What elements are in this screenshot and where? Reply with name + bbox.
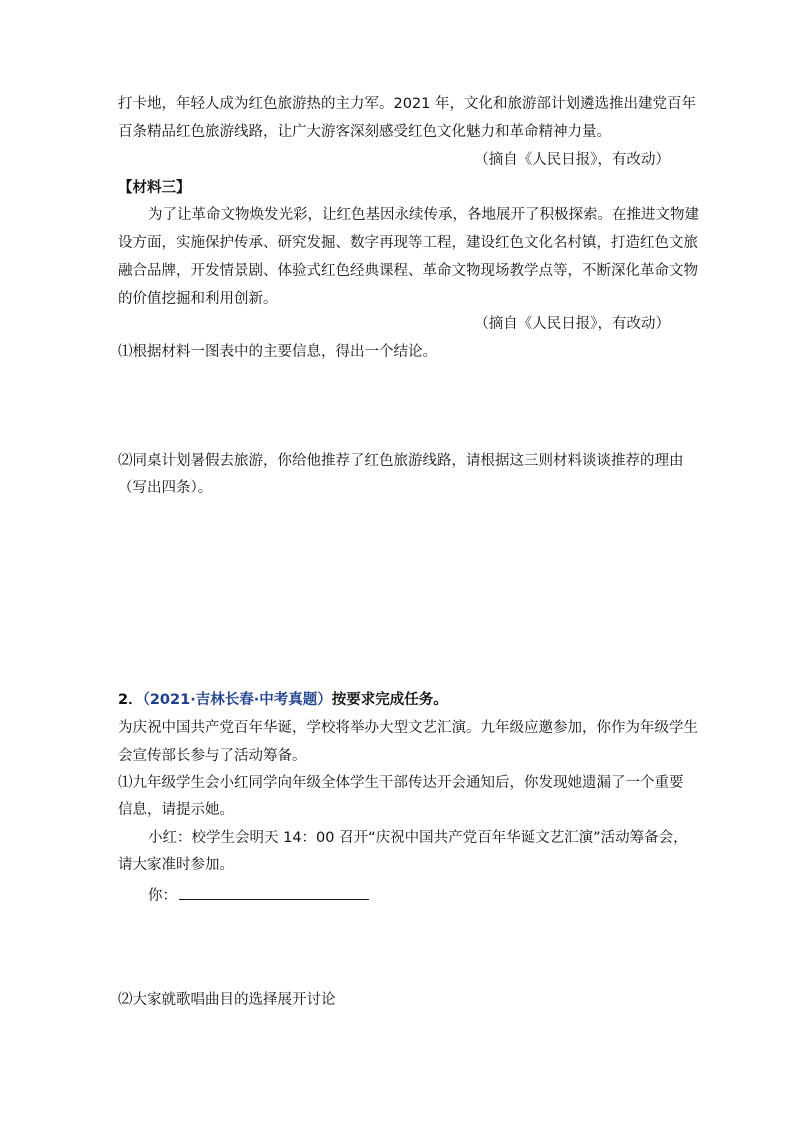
material2-source: （摘自《人民日报》，有改动） xyxy=(474,152,670,168)
material3-line-4: 的价值挖掘和利用创新。 xyxy=(118,291,278,307)
material3-source: （摘自《人民日报》，有改动） xyxy=(474,316,670,332)
xiaohong-line-2: 请大家准时参加。 xyxy=(118,857,234,873)
material3-line-3: 融合品牌，开发情景剧、体验式红色经典课程、革命文物现场教学点等，不断深化革命文物 xyxy=(118,263,698,279)
question2-instruction: 按要求完成任务。 xyxy=(331,692,448,708)
material3-line-2: 设方面，实施保护传承、研究发掘、数字再现等工程，建设红色文化名村镇，打造红色文旅 xyxy=(118,235,698,251)
question1-sub1: ⑴根据材料一图表中的主要信息，得出一个结论。 xyxy=(118,344,437,360)
material2-line-2: 百条精品红色旅游线路，让广大游客深刻感受红色文化魅力和革命精神力量。 xyxy=(118,124,611,140)
question1-sub2-line-1: ⑵同桌计划暑假去旅游，你给他推荐了红色旅游线路，请根据这三则材料谈谈推荐的理由 xyxy=(118,453,684,469)
question2-source: （2021·吉林长春·中考真题） xyxy=(142,692,332,708)
material2-line-1: 打卡地，年轻人成为红色旅游热的主力军。2021 年，文化和旅游部计划遴选推出建党百年 xyxy=(118,96,697,112)
question2-sub2: ⑵大家就歌唱曲目的选择展开讨论 xyxy=(118,992,336,1008)
material3-heading: 【材料三】 xyxy=(118,180,191,196)
question2-number: 2． xyxy=(118,692,143,708)
question2-header xyxy=(118,690,448,710)
question2-sub1-line-2: 信息，请提示她。 xyxy=(118,802,234,818)
material3-line-1: 为了让革命文物焕发光彩，让红色基因永续传承，各地展开了积极探索。在推进文物建 xyxy=(148,207,699,223)
answer-row xyxy=(148,883,369,906)
question2-sub1-line-1: ⑴九年级学生会小红同学向年级全体学生干部传达开会通知后，你发现她遗漏了一个重要 xyxy=(118,775,684,791)
answer-label: 你： xyxy=(148,888,177,904)
xiaohong-line-1: 小红：校学生会明天 14：00 召开“庆祝中国共产党百年华诞文艺汇演”活动筹备会， xyxy=(148,830,688,846)
question2-intro-line-2: 会宣传部长参与了活动筹备。 xyxy=(118,748,307,764)
question2-intro-line-1: 为庆祝中国共产党百年华诞，学校将举办大型文艺汇演。九年级应邀参加，你作为年级学生 xyxy=(118,720,698,736)
question1-sub2-line-2: （写出四条）。 xyxy=(118,480,213,496)
answer-blank-line[interactable] xyxy=(179,883,369,900)
